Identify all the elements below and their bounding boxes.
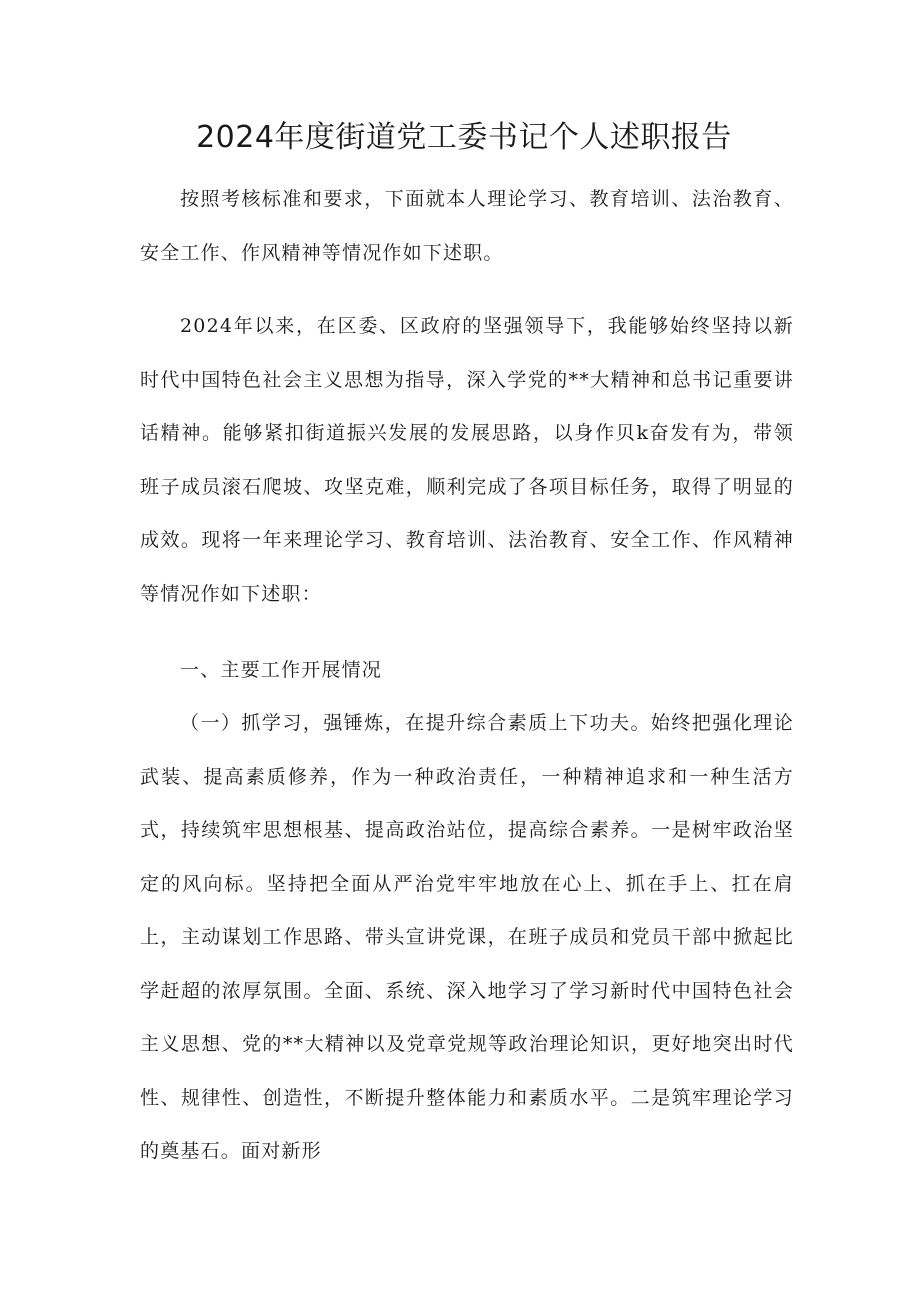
document-title: 2024年度街道党工委书记个人述职报告	[196, 120, 732, 155]
body-paragraph: （一）抓学习，强锤炼，在提升综合素质上下功夫。始终把强化理论武装、提高素质修养，作为一种政治责任，一种精神追求和一种生活方式，持续筑牢思想根基、提高政治站位，提高综合素养。一是树牢政治坚定的风向标。坚持把全面从严治党牢牢地放在心上、抓在手上、扛在肩上，主动谋划工作思路、带头宣讲党课，在班子成员和党员干部中掀起比学赶超的浓厚氛围。全面、系统、深入地学习了学习新时代中国特色社会主义思想、党的**大精神以及党章党规等政治理论知识，更好地突出时代性、规律性、创造性，不断提升整体能力和素质水平。二是筑牢理论学习的奠基石。面对新形	[140, 712, 794, 1162]
section-heading: 一、主要工作开展情况	[180, 659, 383, 681]
intro-paragraph: 按照考核标准和要求，下面就本人理论学习、教育培训、法治教育、安全工作、作风精神等情况作如下述职。	[140, 188, 794, 264]
overview-paragraph: 2024年以来，在区委、区政府的坚强领导下，我能够始终坚持以新时代中国特色社会主义思想为指导，深入学党的**大精神和总书记重要讲话精神。能够紧扣街道振兴发展的发展思路，以身作贝k奋发有为，带领班子成员滚石爬坡、攻坚克难，顺利完成了各项目标任务，取得了明显的成效。现将一年来理论学习、教育培训、法治教育、安全工作、作风精神等情况作如下述职：	[140, 315, 794, 605]
